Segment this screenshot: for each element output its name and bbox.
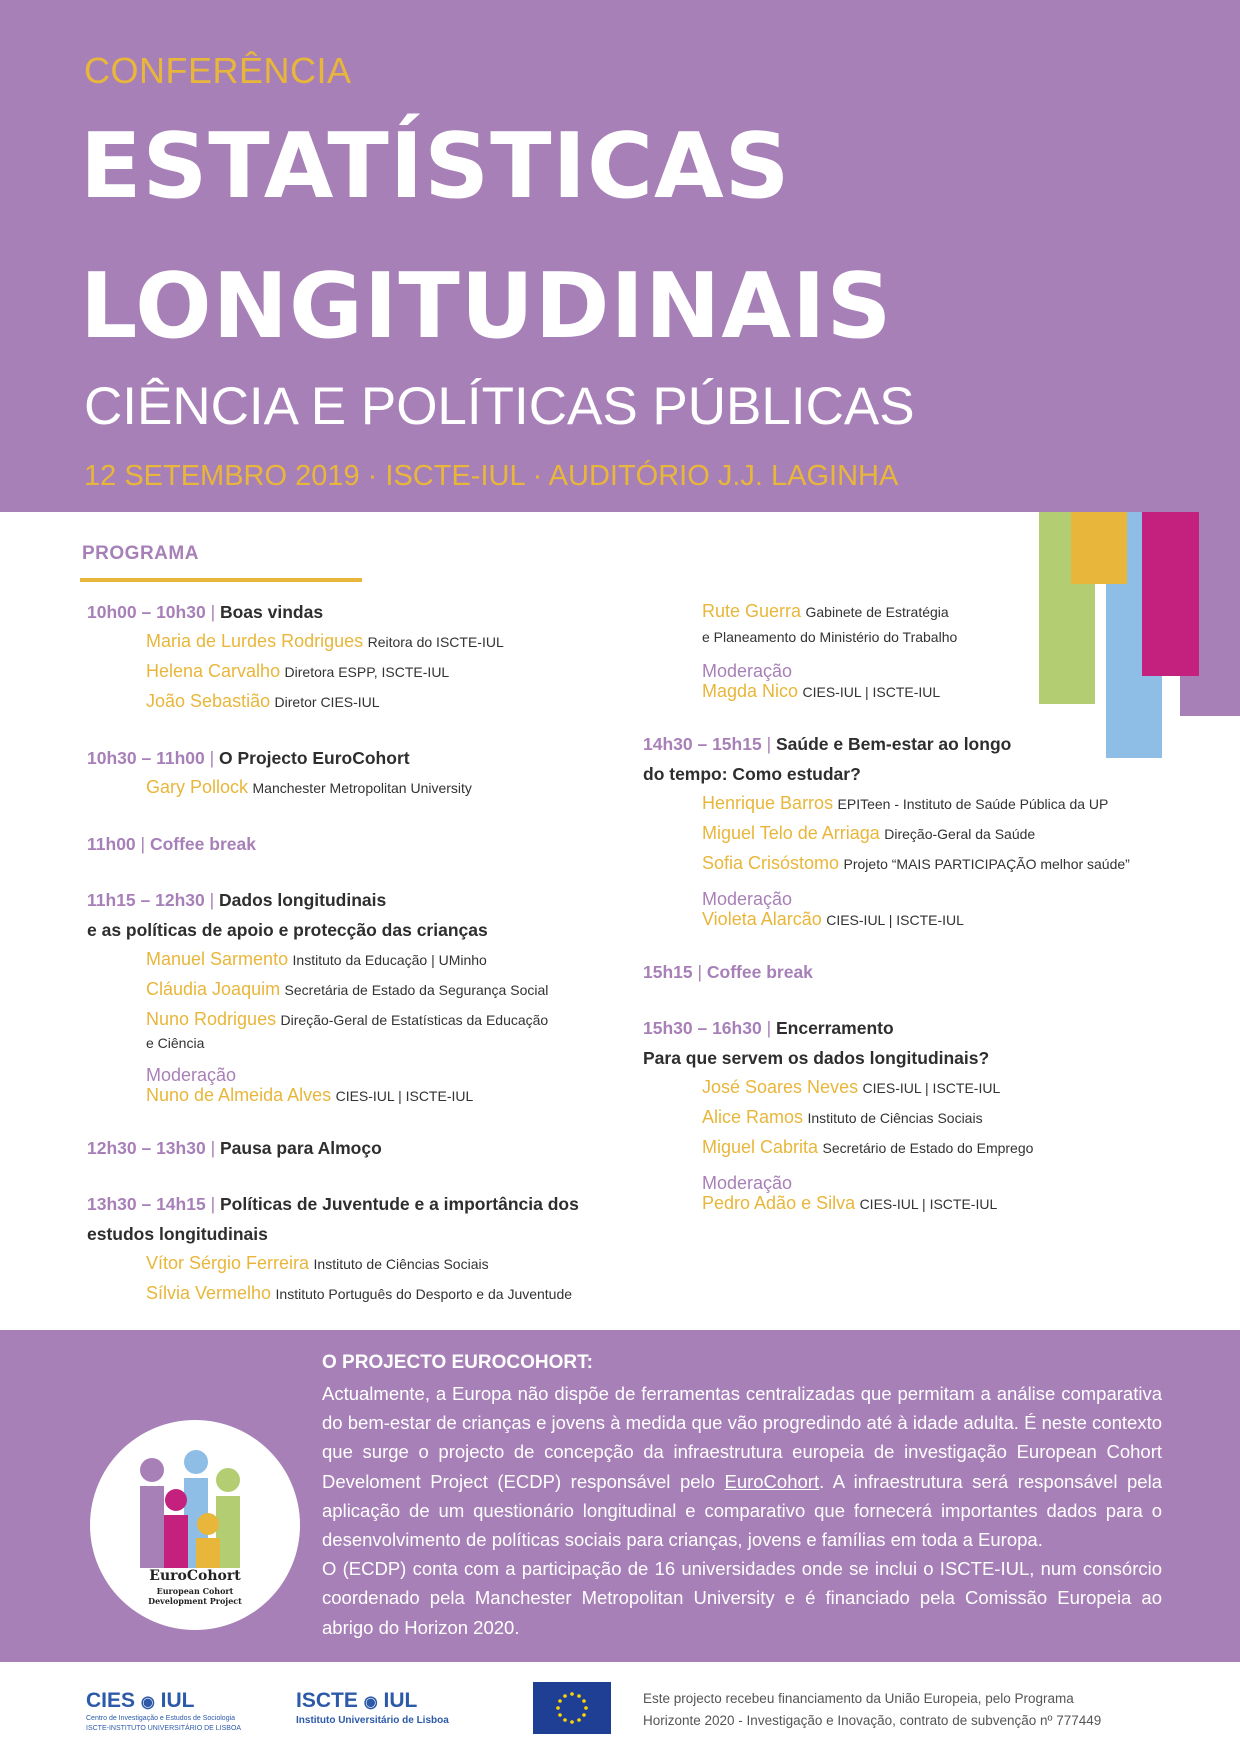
- session-closing: [643, 1013, 1163, 1215]
- separator: |: [761, 734, 776, 754]
- speaker-affiliation: CIES-IUL | ISCTE-IUL: [862, 1080, 1001, 1096]
- speaker: [702, 819, 1163, 849]
- speaker-name: Miguel Cabrita: [702, 1137, 819, 1157]
- speaker: [146, 627, 627, 657]
- eurocohort-logo: [90, 1420, 300, 1630]
- speaker-name: Gary Pollock: [146, 777, 249, 797]
- paragraph-1-end: . A infraestrutura será responsável pela aplicação de um questionário longitudinal e comparativo que fornecerá importantes dados para o desenvolvimento de políticas sociais para crianças, jovens e famílias em toda a Europa.: [322, 1470, 1162, 1551]
- iscte-line-1: Instituto Universitário de Lisboa: [296, 1715, 449, 1726]
- programme-underline: [80, 578, 362, 582]
- speaker-name: Manuel Sarmento: [146, 949, 289, 969]
- session-time: 15h15: [643, 962, 693, 982]
- speaker-name: Rute Guerra: [702, 601, 802, 621]
- separator: |: [692, 962, 707, 982]
- session-coffee-break: [643, 957, 1163, 987]
- speaker-affiliation: Secretária de Estado da Segurança Social: [284, 982, 549, 998]
- moderator-affiliation: CIES-IUL | ISCTE-IUL: [826, 912, 964, 928]
- speaker: [702, 1103, 1163, 1133]
- eurocohort-heading: O PROJECTO EUROCOHORT:: [322, 1352, 593, 1373]
- cies-logo-mark: [86, 1690, 246, 1714]
- speaker-affiliation-continued: e Ciência: [146, 1035, 205, 1051]
- cies-line-2: ISCTE-INSTITUTO UNIVERSITÁRIO DE LISBOA: [86, 1725, 242, 1732]
- separator: |: [761, 1018, 776, 1038]
- moderator-affiliation: CIES-IUL | ISCTE-IUL: [859, 1196, 998, 1212]
- moderation-label: Moderação: [146, 1065, 237, 1085]
- moderation-label: Moderação: [702, 661, 793, 681]
- speaker-affiliation: Manchester Metropolitan University: [252, 780, 472, 796]
- funding-line-2: Horizonte 2020 - Investigação e Inovação, contrato de subvenção nº 777449: [643, 1713, 1102, 1728]
- session-title: Saúde e Bem-estar ao longo: [775, 734, 1012, 754]
- session-time: 10h30 – 11h00: [87, 748, 205, 768]
- speaker-affiliation-continued: e Planeamento do Ministério do Trabalho: [702, 629, 958, 645]
- session-time: 13h30 – 14h15: [87, 1194, 206, 1214]
- programme-left-column: [87, 597, 627, 1335]
- cies-line-1: Centro de Investigação e Estudos de Sociologia: [86, 1715, 236, 1722]
- speaker: [702, 789, 1163, 819]
- separator: |: [205, 1138, 220, 1158]
- session-heading: [643, 957, 1163, 987]
- session-heading: [87, 743, 627, 773]
- session-title: Pausa para Almoço: [219, 1138, 382, 1158]
- eu-stars-icon: [533, 1682, 611, 1734]
- speaker: [146, 657, 627, 687]
- moderation-label: Moderação: [702, 1173, 793, 1193]
- moderator-name: Violeta Alarcão: [702, 909, 822, 929]
- speaker-name: João Sebastião: [146, 691, 271, 711]
- speaker-name: Alice Ramos: [702, 1107, 804, 1127]
- eurocohort-link[interactable]: EuroCohort: [724, 1470, 820, 1492]
- speaker-name: Helena Carvalho: [146, 661, 281, 681]
- session-title: Coffee break: [149, 834, 256, 854]
- speaker-affiliation: Secretário de Estado do Emprego: [822, 1140, 1034, 1156]
- programme-right-column: [643, 597, 1163, 1241]
- session-time: 12h30 – 13h30: [87, 1138, 206, 1158]
- session-heading: [87, 885, 627, 945]
- session-title: Encerramento: [775, 1018, 894, 1038]
- speaker-affiliation: Gabinete de Estratégia: [805, 604, 949, 620]
- speaker-affiliation: Instituto de Ciências Sociais: [313, 1256, 489, 1272]
- speaker-name: Maria de Lurdes Rodrigues: [146, 631, 364, 651]
- session-time: 11h00: [87, 834, 136, 854]
- session-heading: [87, 1189, 627, 1249]
- conference-label: CONFERÊNCIA: [84, 50, 352, 91]
- speaker-affiliation: Instituto da Educação | UMinho: [292, 952, 487, 968]
- globe-icon: ◉: [140, 1694, 155, 1711]
- programme-heading: PROGRAMA: [82, 543, 199, 564]
- session-time: 14h30 – 15h15: [643, 734, 762, 754]
- page-title-line-2: LONGITUDINAIS: [80, 254, 893, 359]
- speaker: [702, 1133, 1163, 1163]
- speaker-affiliation: Direção-Geral da Saúde: [884, 826, 1036, 842]
- session-title-line-2: estudos longitudinais: [87, 1224, 268, 1244]
- speaker-affiliation: EPITeen - Instituto de Saúde Pública da UP: [837, 796, 1109, 812]
- session-time: 11h15 – 12h30: [87, 890, 205, 910]
- session-heading: [643, 729, 1163, 789]
- speaker-name: Vítor Sérgio Ferreira: [146, 1253, 310, 1273]
- session-title-line-2: e as políticas de apoio e protecção das crianças: [87, 920, 488, 940]
- speaker-affiliation: Instituto de Ciências Sociais: [807, 1110, 983, 1126]
- moderation-block: [702, 1173, 1163, 1215]
- moderation-label: Moderação: [702, 889, 793, 909]
- paragraph-1-start: Actualmente, a Europa não dispõe de ferramentas centralizadas que permitam a análise comparativa do bem-estar de crianças e jovens à medida que vão progredindo até à idade adulta. É neste contexto que surge o projecto de concepção da infraestrutura europeia de investigação European Cohort Develoment Project (ECDP) responsável pelo: [322, 1383, 1162, 1492]
- speaker: [146, 1279, 627, 1309]
- session-title: O Projecto EuroCohort: [219, 748, 410, 768]
- paragraph-1: [322, 1379, 1162, 1554]
- page-title-line-1: ESTATÍSTICAS: [80, 114, 791, 219]
- speaker-affiliation: Direção-Geral de Estatísticas da Educação: [280, 1012, 549, 1028]
- moderator-name: Pedro Adão e Silva: [702, 1193, 856, 1213]
- session-heading: [643, 1013, 1163, 1073]
- subtitle: CIÊNCIA E POLÍTICAS PÚBLICAS: [84, 377, 915, 436]
- separator: |: [204, 748, 220, 768]
- speaker-affiliation: Instituto Português do Desporto e da Juventude: [275, 1286, 573, 1302]
- session-health-wellbeing: [643, 729, 1163, 931]
- cies-logo-suffix: IUL: [160, 1689, 195, 1712]
- separator: |: [204, 890, 220, 910]
- cies-iul-logo: [86, 1690, 246, 1734]
- session-youth-policies: [87, 1189, 627, 1309]
- eurocohort-description: [322, 1379, 1162, 1642]
- session-coffee-break: [87, 829, 627, 859]
- session-heading: [87, 829, 627, 859]
- date-venue-line: 12 SETEMBRO 2019 · ISCTE-IUL · AUDITÓRIO J.J. LAGINHA: [84, 460, 899, 492]
- session-title-line-2: do tempo: Como estudar?: [643, 764, 861, 784]
- iscte-logo-text: ISCTE: [296, 1689, 358, 1712]
- speaker-affiliation: Projeto “MAIS PARTICIPAÇÃO melhor saúde”: [843, 856, 1130, 872]
- funding-line-1: Este projecto recebeu financiamento da União Europeia, pelo Programa: [643, 1691, 1074, 1706]
- logo-subtitle-1: European Cohort: [156, 1586, 234, 1596]
- speaker: [146, 773, 627, 803]
- session-title: Dados longitudinais: [219, 890, 387, 910]
- paragraph-2: O (ECDP) conta com a participação de 16 universidades onde se inclui o ISCTE-IUL, num consórcio coordenado pela Manchester Metropolitan University e é financiado pela Comissão Europeia ao abrigo do Horizon 2020.: [322, 1558, 1162, 1638]
- moderation-block: [702, 661, 1163, 703]
- moderator-affiliation: CIES-IUL | ISCTE-IUL: [335, 1088, 474, 1104]
- speaker: [146, 975, 627, 1005]
- logo-subtitle-2: Development Project: [148, 1596, 242, 1606]
- iscte-logo-mark: [296, 1690, 476, 1714]
- session-title: Políticas de Juventude e a importância dos: [219, 1194, 579, 1214]
- speaker-name: Henrique Barros: [702, 793, 834, 813]
- iscte-logo-suffix: IUL: [383, 1689, 418, 1712]
- speaker-affiliation: Diretora ESPP, ISCTE-IUL: [284, 664, 450, 680]
- session-time: 10h00 – 10h30: [87, 602, 206, 622]
- session-title: Coffee break: [706, 962, 813, 982]
- speaker-name: José Soares Neves: [702, 1077, 859, 1097]
- moderator-affiliation: CIES-IUL | ISCTE-IUL: [802, 684, 941, 700]
- speaker: [146, 945, 627, 975]
- session-title-line-2: Para que servem os dados longitudinais?: [643, 1048, 990, 1068]
- funding-statement: [643, 1688, 1203, 1732]
- session-lunch: [87, 1133, 627, 1163]
- speaker-affiliation: Diretor CIES-IUL: [274, 694, 380, 710]
- speaker-name: Sílvia Vermelho: [146, 1283, 272, 1303]
- globe-icon: ◉: [363, 1694, 378, 1711]
- speaker: [702, 1073, 1163, 1103]
- session-eurocohort: [87, 743, 627, 803]
- speaker-name: Sofia Crisóstomo: [702, 853, 840, 873]
- iscte-iul-logo: [296, 1690, 476, 1728]
- session-opening: [87, 597, 627, 717]
- speaker: [146, 1249, 627, 1279]
- speaker: [146, 687, 627, 717]
- session-time: 15h30 – 16h30: [643, 1018, 762, 1038]
- moderator-name: Nuno de Almeida Alves: [146, 1085, 332, 1105]
- logo-title: EuroCohort: [149, 1568, 241, 1584]
- speaker-name: Miguel Telo de Arriaga: [702, 823, 880, 843]
- moderation-block: [146, 1065, 627, 1107]
- session-youth-policies-continued: [643, 597, 1163, 703]
- session-heading: [87, 597, 627, 627]
- session-longitudinal-data: [87, 885, 627, 1107]
- eu-flag-icon: [533, 1682, 611, 1734]
- session-heading: [87, 1133, 627, 1163]
- session-title: Boas vindas: [219, 602, 324, 622]
- separator: |: [205, 602, 220, 622]
- moderation-block: [702, 889, 1163, 931]
- moderator-name: Magda Nico: [702, 681, 799, 701]
- speaker-affiliation: Reitora do ISCTE-IUL: [367, 634, 504, 650]
- separator: |: [205, 1194, 220, 1214]
- speaker-name: Nuno Rodrigues: [146, 1009, 277, 1029]
- speaker: [702, 849, 1163, 879]
- cies-logo-text: CIES: [86, 1689, 136, 1712]
- speaker-name: Cláudia Joaquim: [146, 979, 281, 999]
- separator: |: [135, 834, 150, 854]
- gold-bar: [1071, 512, 1127, 584]
